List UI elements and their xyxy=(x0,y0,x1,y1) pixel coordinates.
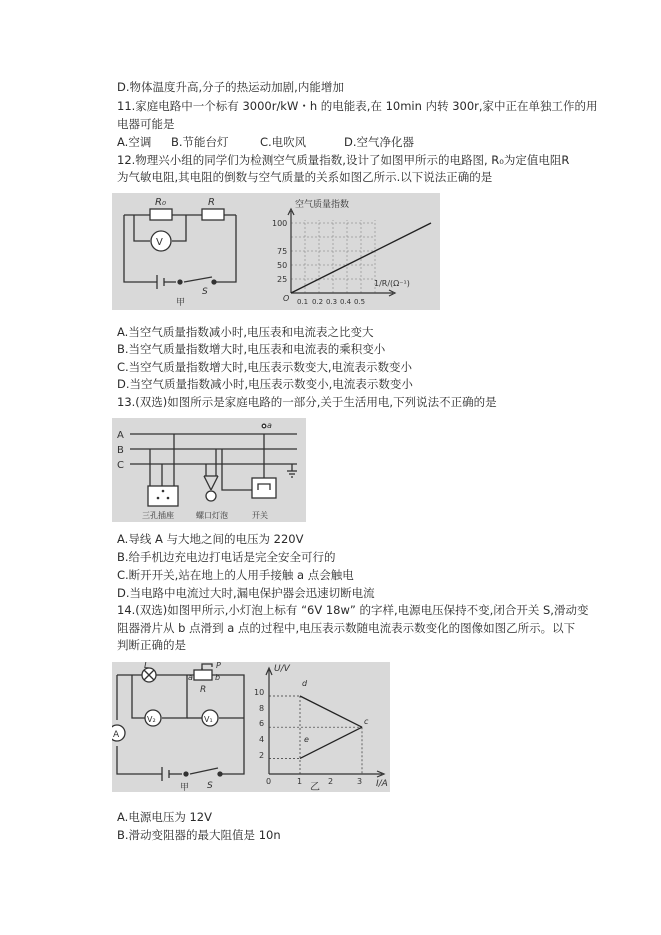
q12-jia-label: 甲 xyxy=(176,298,186,308)
q14-point-c-label: c xyxy=(364,717,369,726)
q11-option-c: C.电吹风 xyxy=(260,135,307,149)
q13-wire-b-label: B xyxy=(117,445,124,456)
q12-switch-label: S xyxy=(202,287,208,297)
q14-ammeter-label: A xyxy=(113,730,120,740)
q14-ytick-4: 4 xyxy=(259,735,265,744)
q14-point-d-label: d xyxy=(302,679,308,688)
q14-switch-label: S xyxy=(207,781,213,791)
q13-point-a-label: a xyxy=(267,421,272,430)
q12-r-label: R xyxy=(208,197,215,208)
q12-ytick-100: 100 xyxy=(272,219,288,228)
q14-stem-line1: 14.(双选)如图甲所示,小灯泡上标有 “6V 18w” 的字样,电源电压保持不变,闭合开关 S,滑动变 xyxy=(117,603,589,617)
q14-chart xyxy=(254,664,388,792)
q13-socket-label: 三孔插座 xyxy=(142,511,174,520)
q12-figure xyxy=(112,193,440,310)
q14-ytick-8: 8 xyxy=(259,704,265,713)
q12-xtick-0.1: 0.1 xyxy=(297,298,309,306)
q12-voltmeter-label: V xyxy=(156,237,163,248)
q12-origin-label: O xyxy=(283,294,290,303)
q12-chart-series-line xyxy=(291,223,431,293)
option-d-previous: D.物体温度升高,分子的热运动加剧,内能增加 xyxy=(117,80,344,94)
q14-option-b: B.滑动变阻器的最大阻值是 10n xyxy=(117,828,281,842)
q14-lamp-label: L xyxy=(144,662,150,671)
q13-option-c: C.断开开关,站在地上的人用手接触 a 点会触电 xyxy=(117,568,354,582)
q12-circuit-diagram xyxy=(124,209,236,289)
q12-r0-label: R₀ xyxy=(155,197,166,208)
q14-rheostat-label: R xyxy=(200,685,207,695)
q11-option-d: D.空气净化器 xyxy=(344,135,415,149)
q12-xtick-0.2: 0.2 xyxy=(312,298,324,306)
q14-point-e-label: e xyxy=(304,735,309,744)
q13-wire-c-label: C xyxy=(117,460,124,471)
q11-stem-line2: 电器可能是 xyxy=(117,117,175,131)
q12-chart-title: 空气质量指数 xyxy=(295,200,350,210)
q13-figure xyxy=(112,418,306,522)
q14-series-d-line xyxy=(300,696,362,727)
q14-yi-label: 乙 xyxy=(310,782,320,792)
q11-options xyxy=(117,135,414,149)
q14-jia-label: 甲 xyxy=(180,783,190,792)
q12-option-c: C.当空气质量指数增大时,电压表示数变大,电流表示数变小 xyxy=(117,360,412,374)
q12-option-b: B.当空气质量指数增大时,电压表和电流表的乘积变小 xyxy=(117,342,386,356)
q14-ytick-10: 10 xyxy=(254,688,265,697)
q12-ytick-75: 75 xyxy=(277,247,288,256)
q12-x-unit: 1/R/(Ω⁻¹) xyxy=(374,279,410,288)
q14-series-e-line xyxy=(300,727,362,758)
q14-xtick-0: 0 xyxy=(266,777,272,786)
q14-ytick-6: 6 xyxy=(259,719,265,728)
q14-ytick-2: 2 xyxy=(259,751,265,760)
q14-guide-lines xyxy=(269,696,362,774)
q13-lamp-label: 螺口灯泡 xyxy=(196,511,228,520)
q13-option-a: A.导线 A 与大地之间的电压为 220V xyxy=(117,532,304,546)
q11-stem-line1: 11.家庭电路中一个标有 3000r/kW・h 的电能表,在 10min 内转 300r,家中正在单独工作的用 xyxy=(117,99,598,113)
q12-xtick-0.3: 0.3 xyxy=(326,298,338,306)
q14-xtick-3: 3 xyxy=(357,777,363,786)
q14-a-label: a xyxy=(188,673,193,682)
q12-xtick-0.4: 0.4 xyxy=(340,298,352,306)
q12-stem-line1: 12.物理兴小组的同学们为检测空气质量指数,设计了如图甲所示的电路图, R₀为定值电阻R xyxy=(117,153,570,167)
q12-chart xyxy=(272,198,431,306)
q11-option-b: B.节能台灯 xyxy=(171,135,229,149)
q13-option-b: B.给手机边充电边打电话是完全安全可行的 xyxy=(117,550,336,564)
q12-option-a: A.当空气质量指数减小时,电压表和电流表之比变大 xyxy=(117,325,374,339)
q14-v1-label: V₁ xyxy=(204,715,213,724)
q14-stem-line2: 阻器滑片从 b 点滑到 a 点的过程中,电压表示数随电流表示数变化的图像如图乙所示。以下 xyxy=(117,621,576,635)
q14-figure xyxy=(112,662,390,792)
q14-v2-label: V₂ xyxy=(147,715,156,724)
q14-circuit-diagram xyxy=(112,664,244,781)
q12-option-d: D.当空气质量指数减小时,电压表示数变小,电流表示数变小 xyxy=(117,377,413,391)
q14-y-unit: U/V xyxy=(274,664,290,674)
q14-xtick-1: 1 xyxy=(297,777,303,786)
q14-x-unit: I/A xyxy=(376,779,388,789)
q13-wire-a-label: A xyxy=(117,430,124,441)
q14-p-label: P xyxy=(216,662,221,670)
q12-xtick-0.5: 0.5 xyxy=(354,298,366,306)
q13-switch-label: 开关 xyxy=(252,511,268,520)
q12-ytick-25: 25 xyxy=(277,275,288,284)
q11-option-a: A.空调 xyxy=(117,135,152,149)
q14-option-a: A.电源电压为 12V xyxy=(117,810,212,824)
q12-stem-line2: 为气敏电阻,其电阻的倒数与空气质量的关系如图乙所示.以下说法正确的是 xyxy=(117,170,493,184)
q14-b-label: b xyxy=(215,673,221,682)
q13-option-d: D.当电路中电流过大时,漏电保护器会迅速切断电流 xyxy=(117,586,375,600)
q13-stem: 13.(双选)如图所示是家庭电路的一部分,关于生活用电,下列说法不正确的是 xyxy=(117,395,497,409)
q14-xtick-2: 2 xyxy=(328,777,334,786)
q14-stem-line3: 判断正确的是 xyxy=(117,638,186,652)
q12-ytick-50: 50 xyxy=(277,261,288,270)
q13-wiring xyxy=(130,424,297,506)
